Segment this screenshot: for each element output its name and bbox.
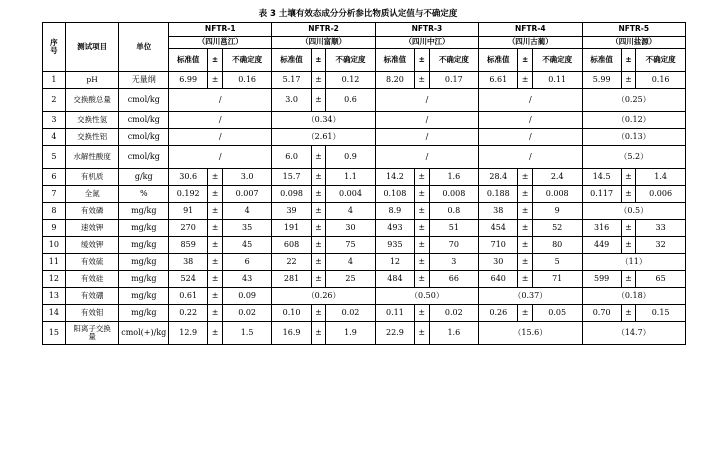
merged-value: / — [479, 112, 582, 129]
plus-minus: ± — [311, 254, 325, 271]
table-row — [43, 271, 686, 288]
uncertainty: 2.4 — [532, 169, 582, 186]
plus-minus: ± — [208, 237, 222, 254]
standard-value: 28.4 — [479, 169, 518, 186]
test-item: 交换性铝 — [65, 129, 119, 146]
uncertainty: 4 — [326, 254, 376, 271]
test-item: pH — [65, 72, 119, 89]
plus-minus: ± — [415, 237, 429, 254]
row-number: 1 — [43, 72, 66, 89]
plus-minus: ± — [208, 254, 222, 271]
unit: cmol/kg — [119, 129, 169, 146]
uncertainty: 45 — [222, 237, 272, 254]
uncertainty: 4 — [222, 203, 272, 220]
test-item: 速效钾 — [65, 220, 119, 237]
uncertainty: 0.15 — [636, 305, 686, 322]
test-item: 有效硅 — [65, 271, 119, 288]
header-standard-value: 标准值 — [375, 49, 414, 72]
standard-value: 39 — [272, 203, 311, 220]
unit: 无量纲 — [119, 72, 169, 89]
header-item: 测试项目 — [65, 23, 119, 72]
table-row — [43, 237, 686, 254]
merged-value: （14.7） — [582, 322, 686, 345]
header-plus-minus: ± — [518, 49, 532, 72]
uncertainty: 30 — [326, 220, 376, 237]
row-number: 11 — [43, 254, 66, 271]
merged-value: / — [375, 112, 478, 129]
test-item: 有效硼 — [65, 288, 119, 305]
plus-minus: ± — [621, 186, 635, 203]
uncertainty: 52 — [532, 220, 582, 237]
uncertainty: 0.17 — [429, 72, 479, 89]
merged-value: / — [169, 146, 272, 169]
unit: cmol/kg — [119, 89, 169, 112]
standard-value: 14.2 — [375, 169, 414, 186]
plus-minus: ± — [311, 305, 325, 322]
uncertainty: 0.007 — [222, 186, 272, 203]
merged-value: / — [169, 89, 272, 112]
test-item: 有效磷 — [65, 203, 119, 220]
material-origin: （四川富顺） — [272, 37, 375, 49]
standard-value: 91 — [169, 203, 208, 220]
uncertainty: 5 — [532, 254, 582, 271]
header-plus-minus: ± — [208, 49, 222, 72]
table-row — [43, 129, 686, 146]
plus-minus: ± — [518, 237, 532, 254]
unit: cmol/kg — [119, 146, 169, 169]
plus-minus: ± — [518, 72, 532, 89]
plus-minus: ± — [208, 186, 222, 203]
plus-minus: ± — [518, 186, 532, 203]
merged-value: / — [479, 129, 582, 146]
standard-value: 710 — [479, 237, 518, 254]
unit: g/kg — [119, 169, 169, 186]
standard-value: 0.26 — [479, 305, 518, 322]
standard-value: 38 — [169, 254, 208, 271]
uncertainty: 3 — [429, 254, 479, 271]
standard-value: 191 — [272, 220, 311, 237]
row-number: 10 — [43, 237, 66, 254]
merged-value: （2.61） — [272, 129, 375, 146]
uncertainty: 0.6 — [326, 89, 376, 112]
standard-value: 38 — [479, 203, 518, 220]
uncertainty: 33 — [636, 220, 686, 237]
merged-value: （0.12） — [582, 112, 686, 129]
table-row — [43, 220, 686, 237]
material-code: NFTR-1 — [169, 23, 272, 37]
merged-value: / — [375, 129, 478, 146]
uncertainty: 0.006 — [636, 186, 686, 203]
table-row — [43, 186, 686, 203]
merged-value: / — [169, 129, 272, 146]
plus-minus: ± — [518, 305, 532, 322]
table-title: 表 3 土壤有效态成分分析参比物质认定值与不确定度 — [258, 9, 458, 19]
standard-value: 8.9 — [375, 203, 414, 220]
standard-value: 599 — [582, 271, 621, 288]
merged-value: （0.18） — [582, 288, 686, 305]
row-number: 3 — [43, 112, 66, 129]
uncertainty: 0.004 — [326, 186, 376, 203]
table-row — [43, 322, 686, 345]
merged-value: （11） — [582, 254, 686, 271]
standard-value: 449 — [582, 237, 621, 254]
standard-value: 12.9 — [169, 322, 208, 345]
uncertainty: 3.0 — [222, 169, 272, 186]
row-number: 14 — [43, 305, 66, 322]
standard-value: 14.5 — [582, 169, 621, 186]
merged-value: （0.37） — [479, 288, 582, 305]
merged-value: （0.34） — [272, 112, 375, 129]
uncertainty: 0.008 — [532, 186, 582, 203]
material-origin: （四川盐源） — [582, 37, 686, 49]
header-unit: 单位 — [119, 23, 169, 72]
plus-minus: ± — [311, 146, 325, 169]
plus-minus: ± — [415, 271, 429, 288]
plus-minus: ± — [208, 288, 222, 305]
unit: mg/kg — [119, 220, 169, 237]
material-code: NFTR-4 — [479, 23, 582, 37]
uncertainty: 25 — [326, 271, 376, 288]
plus-minus: ± — [415, 72, 429, 89]
uncertainty: 0.9 — [326, 146, 376, 169]
reference-material-table — [42, 22, 686, 345]
merged-value: / — [169, 112, 272, 129]
uncertainty: 9 — [532, 203, 582, 220]
row-number: 5 — [43, 146, 66, 169]
header-plus-minus: ± — [621, 49, 635, 72]
uncertainty: 65 — [636, 271, 686, 288]
material-origin: （四川邕江） — [169, 37, 272, 49]
merged-value: （0.26） — [272, 288, 375, 305]
material-origin: （四川中江） — [375, 37, 478, 49]
uncertainty: 75 — [326, 237, 376, 254]
standard-value: 0.70 — [582, 305, 621, 322]
uncertainty: 1.6 — [429, 322, 479, 345]
uncertainty: 1.5 — [222, 322, 272, 345]
header-standard-value: 标准值 — [169, 49, 208, 72]
test-item: 水解性酸度 — [65, 146, 119, 169]
row-number: 8 — [43, 203, 66, 220]
test-item: 有效钼 — [65, 305, 119, 322]
uncertainty: 4 — [326, 203, 376, 220]
uncertainty: 0.8 — [429, 203, 479, 220]
uncertainty: 1.1 — [326, 169, 376, 186]
merged-value: / — [479, 146, 582, 169]
merged-value: / — [479, 89, 582, 112]
uncertainty: 0.12 — [326, 72, 376, 89]
standard-value: 6.99 — [169, 72, 208, 89]
uncertainty: 35 — [222, 220, 272, 237]
unit: mg/kg — [119, 254, 169, 271]
uncertainty: 0.16 — [636, 72, 686, 89]
material-origin: （四川古蔺） — [479, 37, 582, 49]
standard-value: 0.098 — [272, 186, 311, 203]
standard-value: 16.9 — [272, 322, 311, 345]
plus-minus: ± — [311, 271, 325, 288]
material-code: NFTR-2 — [272, 23, 375, 37]
header-uncertainty: 不确定度 — [429, 49, 479, 72]
unit: mg/kg — [119, 288, 169, 305]
plus-minus: ± — [208, 203, 222, 220]
standard-value: 935 — [375, 237, 414, 254]
row-number: 15 — [43, 322, 66, 345]
unit: cmol/kg — [119, 112, 169, 129]
table-row — [43, 254, 686, 271]
test-item: 全氮 — [65, 186, 119, 203]
row-number: 7 — [43, 186, 66, 203]
standard-value: 0.108 — [375, 186, 414, 203]
standard-value: 8.20 — [375, 72, 414, 89]
header-plus-minus: ± — [311, 49, 325, 72]
uncertainty: 0.008 — [429, 186, 479, 203]
header-seq: 序号 — [43, 23, 66, 72]
plus-minus: ± — [415, 186, 429, 203]
header-standard-value: 标准值 — [479, 49, 518, 72]
standard-value: 270 — [169, 220, 208, 237]
plus-minus: ± — [311, 203, 325, 220]
standard-value: 454 — [479, 220, 518, 237]
table-row — [43, 169, 686, 186]
plus-minus: ± — [518, 169, 532, 186]
uncertainty: 66 — [429, 271, 479, 288]
standard-value: 15.7 — [272, 169, 311, 186]
plus-minus: ± — [311, 72, 325, 89]
plus-minus: ± — [208, 271, 222, 288]
header-uncertainty: 不确定度 — [326, 49, 376, 72]
merged-value: （15.6） — [479, 322, 582, 345]
standard-value: 859 — [169, 237, 208, 254]
uncertainty: 0.16 — [222, 72, 272, 89]
uncertainty: 1.6 — [429, 169, 479, 186]
plus-minus: ± — [208, 72, 222, 89]
plus-minus: ± — [311, 89, 325, 112]
plus-minus: ± — [311, 237, 325, 254]
plus-minus: ± — [208, 220, 222, 237]
plus-minus: ± — [415, 254, 429, 271]
row-number: 12 — [43, 271, 66, 288]
standard-value: 281 — [272, 271, 311, 288]
merged-value: （0.50） — [375, 288, 478, 305]
uncertainty: 0.02 — [326, 305, 376, 322]
plus-minus: ± — [621, 72, 635, 89]
row-number: 13 — [43, 288, 66, 305]
standard-value: 12 — [375, 254, 414, 271]
plus-minus: ± — [518, 271, 532, 288]
standard-value: 0.192 — [169, 186, 208, 203]
plus-minus: ± — [415, 305, 429, 322]
standard-value: 30 — [479, 254, 518, 271]
plus-minus: ± — [621, 305, 635, 322]
row-number: 6 — [43, 169, 66, 186]
plus-minus: ± — [415, 322, 429, 345]
plus-minus: ± — [621, 237, 635, 254]
plus-minus: ± — [518, 254, 532, 271]
plus-minus: ± — [518, 220, 532, 237]
standard-value: 0.61 — [169, 288, 208, 305]
merged-value: （0.13） — [582, 129, 686, 146]
merged-value: （0.25） — [582, 89, 686, 112]
test-item: 交换性氢 — [65, 112, 119, 129]
standard-value: 30.6 — [169, 169, 208, 186]
plus-minus: ± — [415, 220, 429, 237]
uncertainty: 43 — [222, 271, 272, 288]
header-plus-minus: ± — [415, 49, 429, 72]
standard-value: 316 — [582, 220, 621, 237]
table-row — [43, 112, 686, 129]
row-number: 2 — [43, 89, 66, 112]
uncertainty: 71 — [532, 271, 582, 288]
table-row — [43, 146, 686, 169]
table-row — [43, 305, 686, 322]
standard-value: 0.22 — [169, 305, 208, 322]
plus-minus: ± — [208, 305, 222, 322]
standard-value: 5.17 — [272, 72, 311, 89]
standard-value: 640 — [479, 271, 518, 288]
plus-minus: ± — [311, 186, 325, 203]
uncertainty: 0.05 — [532, 305, 582, 322]
plus-minus: ± — [415, 169, 429, 186]
uncertainty: 51 — [429, 220, 479, 237]
table-row — [43, 89, 686, 112]
unit: mg/kg — [119, 305, 169, 322]
uncertainty: 32 — [636, 237, 686, 254]
unit: cmol(+)/kg — [119, 322, 169, 345]
header-uncertainty: 不确定度 — [532, 49, 582, 72]
standard-value: 22 — [272, 254, 311, 271]
standard-value: 5.99 — [582, 72, 621, 89]
standard-value: 3.0 — [272, 89, 311, 112]
table-row — [43, 72, 686, 89]
standard-value: 524 — [169, 271, 208, 288]
standard-value: 493 — [375, 220, 414, 237]
header-uncertainty: 不确定度 — [636, 49, 686, 72]
plus-minus: ± — [208, 322, 222, 345]
uncertainty: 0.09 — [222, 288, 272, 305]
test-item: 缓效钾 — [65, 237, 119, 254]
uncertainty: 70 — [429, 237, 479, 254]
test-item: 阳离子交换量 — [65, 322, 119, 345]
test-item: 有机质 — [65, 169, 119, 186]
plus-minus: ± — [621, 220, 635, 237]
uncertainty: 0.02 — [429, 305, 479, 322]
unit: mg/kg — [119, 271, 169, 288]
header-standard-value: 标准值 — [272, 49, 311, 72]
standard-value: 608 — [272, 237, 311, 254]
plus-minus: ± — [518, 203, 532, 220]
plus-minus: ± — [621, 169, 635, 186]
standard-value: 484 — [375, 271, 414, 288]
merged-value: （0.5） — [582, 203, 686, 220]
unit: mg/kg — [119, 203, 169, 220]
plus-minus: ± — [311, 322, 325, 345]
standard-value: 6.0 — [272, 146, 311, 169]
material-code: NFTR-3 — [375, 23, 478, 37]
table-row — [43, 203, 686, 220]
standard-value: 0.11 — [375, 305, 414, 322]
test-item: 交换酸总量 — [65, 89, 119, 112]
uncertainty: 1.9 — [326, 322, 376, 345]
material-code: NFTR-5 — [582, 23, 686, 37]
uncertainty: 0.02 — [222, 305, 272, 322]
standard-value: 0.117 — [582, 186, 621, 203]
standard-value: 0.10 — [272, 305, 311, 322]
uncertainty: 6 — [222, 254, 272, 271]
merged-value: / — [375, 146, 478, 169]
uncertainty: 1.4 — [636, 169, 686, 186]
row-number: 4 — [43, 129, 66, 146]
merged-value: （5.2） — [582, 146, 686, 169]
plus-minus: ± — [415, 203, 429, 220]
uncertainty: 0.11 — [532, 72, 582, 89]
header-standard-value: 标准值 — [582, 49, 621, 72]
standard-value: 6.61 — [479, 72, 518, 89]
row-number: 9 — [43, 220, 66, 237]
merged-value: / — [375, 89, 478, 112]
plus-minus: ± — [621, 271, 635, 288]
standard-value: 0.188 — [479, 186, 518, 203]
plus-minus: ± — [208, 169, 222, 186]
test-item: 有效硫 — [65, 254, 119, 271]
header-uncertainty: 不确定度 — [222, 49, 272, 72]
uncertainty: 80 — [532, 237, 582, 254]
table-row — [43, 288, 686, 305]
plus-minus: ± — [311, 220, 325, 237]
standard-value: 22.9 — [375, 322, 414, 345]
unit: % — [119, 186, 169, 203]
plus-minus: ± — [311, 169, 325, 186]
unit: mg/kg — [119, 237, 169, 254]
